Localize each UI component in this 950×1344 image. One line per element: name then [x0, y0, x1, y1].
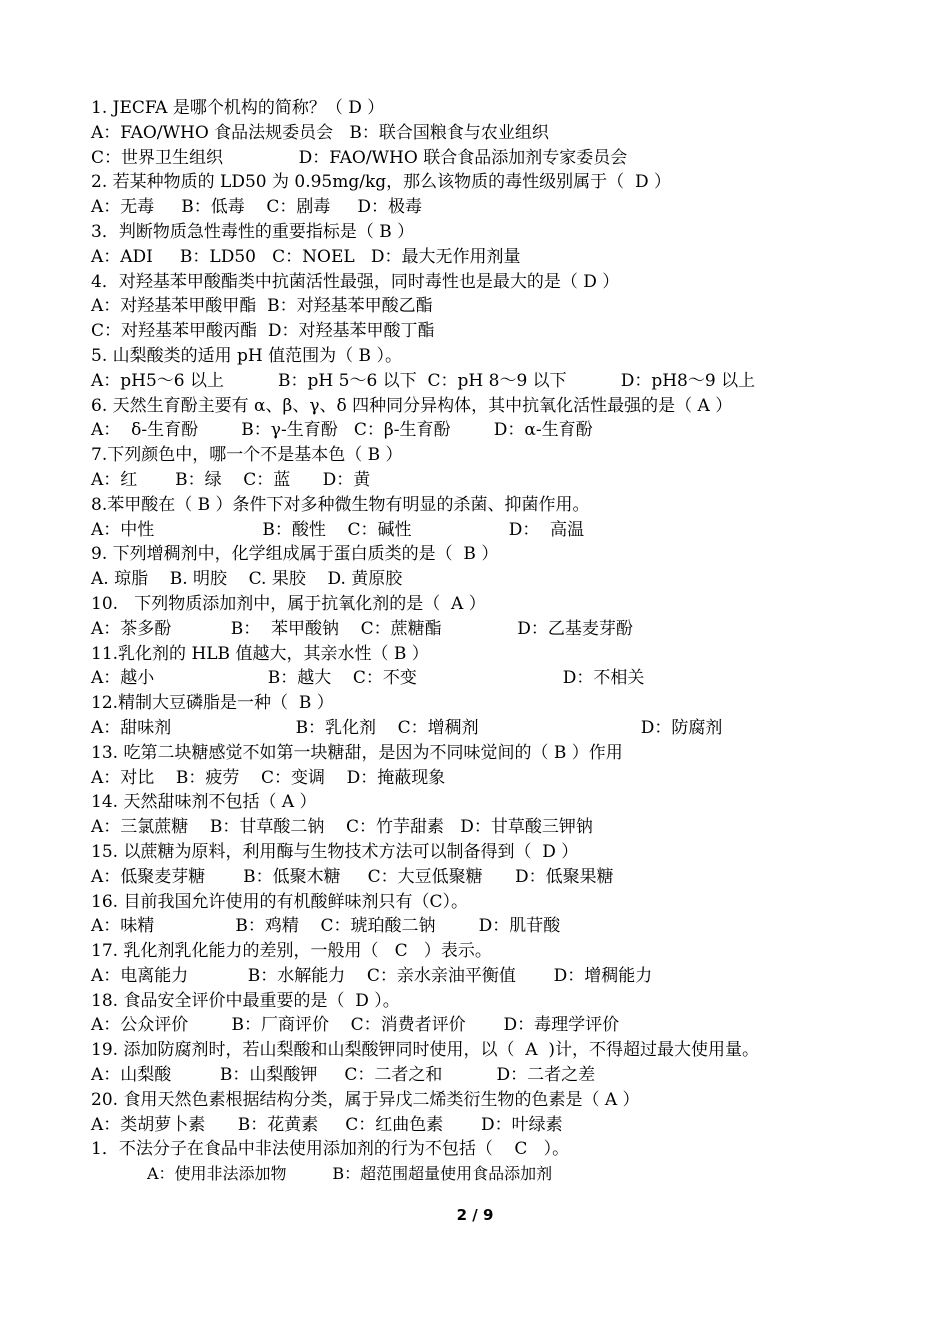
text-line: 2. 若某种物质的 LD50 为 0.95mg/kg，那么该物质的毒性级别属于（ D ）: [91, 172, 671, 193]
text-line: 16. 目前我国允许使用的有机酸鲜味剂只有（C）。: [91, 891, 468, 912]
text-line: 19. 添加防腐剂时，若山梨酸和山梨酸钾同时使用，以（ A )计，不得超过最大使用量。: [91, 1040, 759, 1061]
answer-options-line: A：使用非法添加物 B：超范围超量使用食品添加剂: [147, 1164, 553, 1183]
text-line: A：红 B：绿 C：蓝 D：黄: [91, 469, 371, 490]
text-line: 20. 食用天然色素根据结构分类，属于异戊二烯类衍生物的色素是（ A ）: [91, 1089, 640, 1110]
page-number: 2 / 9: [456, 1206, 494, 1224]
text-line: 14. 天然甜味剂不包括（ A ）: [91, 792, 317, 813]
text-line: 12.精制大豆磷脂是一种（ B ）: [91, 693, 334, 714]
text-line: 15. 以蔗糖为原料，利用酶与生物技术方法可以制备得到（ D ）: [91, 841, 579, 862]
text-line: A：ADI B：LD50 C：NOEL D：最大无作用剂量: [91, 246, 521, 267]
text-line: A：中性 B：酸性 C：碱性 D： 高温: [91, 519, 585, 540]
text-line: A：类胡萝卜素 B：花黄素 C：红曲色素 D：叶绿素: [91, 1114, 563, 1135]
text-line: A：越小 B：越大 C：不变 D：不相关: [91, 668, 645, 689]
text-line: A：低聚麦芽糖 B：低聚木糖 C：大豆低聚糖 D：低聚果糖: [91, 866, 614, 887]
text-line: A：FAO/WHO 食品法规委员会 B：联合国粮食与农业组织: [91, 122, 549, 143]
text-line: A：茶多酚 B： 苯甲酸钠 C：蔗糖酯 D：乙基麦芽酚: [91, 618, 633, 639]
text-line: A： δ-生育酚 B：γ-生育酚 C：β-生育酚 D：α-生育酚: [91, 420, 593, 441]
text-line: 3．判断物质急性毒性的重要指标是（ B ）: [91, 221, 415, 242]
text-line: A：无毒 B：低毒 C：剧毒 D：极毒: [91, 197, 423, 218]
text-line: 13. 吃第二块糖感觉不如第一块糖甜，是因为不同味觉间的（ B ）作用: [91, 742, 623, 763]
text-line: A. 琼脂 B. 明胶 C. 果胶 D. 黄原胶: [91, 569, 403, 590]
text-line: 11.乳化剂的 HLB 值越大，其亲水性（ B ）: [91, 643, 429, 664]
text-line: A：公众评价 B：厂商评价 C：消费者评价 D：毒理学评价: [91, 1015, 620, 1036]
text-line: 1．不法分子在食品中非法使用添加剂的行为不包括（ C ）。: [91, 1139, 570, 1160]
text-line: A：山梨酸 B：山梨酸钾 C：二者之和 D：二者之差: [91, 1065, 596, 1086]
text-line: 9. 下列增稠剂中，化学组成属于蛋白质类的是（ B ）: [91, 544, 499, 565]
text-line: A：对比 B：疲劳 C：变调 D：掩蔽现象: [91, 767, 446, 788]
text-line: 6. 天然生育酚主要有 α、β、γ、δ 四种同分异构体，其中抗氧化活性最强的是（ A ）: [91, 395, 733, 416]
text-line: 18. 食品安全评价中最重要的是（ D ）。: [91, 990, 400, 1011]
text-line: A：对羟基苯甲酸甲酯 B：对羟基苯甲酸乙酯: [91, 296, 433, 317]
text-line: 7.下列颜色中，哪一个不是基本色（ B ）: [91, 445, 403, 466]
text-line: 10. 下列物质添加剂中，属于抗氧化剂的是（ A ）: [91, 593, 486, 614]
text-line: 4．对羟基苯甲酸酯类中抗菌活性最强，同时毒性也是最大的是（ D ）: [91, 271, 620, 292]
text-line: C：世界卫生组织 D：FAO/WHO 联合食品添加剂专家委员会: [91, 147, 628, 168]
text-line: C：对羟基苯甲酸丙酯 D：对羟基苯甲酸丁酯: [91, 321, 435, 342]
question-list: [91, 96, 911, 1162]
text-line: 1. JECFA 是哪个机构的简称？（ D ）: [91, 98, 385, 118]
text-line: 5. 山梨酸类的适用 pH 值范围为（ B ）。: [91, 345, 402, 366]
text-line: A：味精 B：鸡精 C：琥珀酸二钠 D：肌苷酸: [91, 916, 561, 937]
text-line: A：甜味剂 B：乳化剂 C：增稠剂 D：防腐剂: [91, 717, 723, 738]
text-line: A：pH5～6 以上 B：pH 5～6 以下 C：pH 8～9 以下 D：pH8～9 以上: [91, 370, 756, 391]
text-line: 8.苯甲酸在（ B ）条件下对多种微生物有明显的杀菌、抑菌作用。: [91, 494, 590, 515]
text-line: A：三氯蔗糖 B：甘草酸二钠 C：竹芋甜素 D：甘草酸三钾钠: [91, 817, 593, 838]
text-line: 17. 乳化剂乳化能力的差别，一般用（ C ）表示。: [91, 941, 492, 962]
text-line: A：电离能力 B：水解能力 C：亲水亲油平衡值 D：增稠能力: [91, 965, 653, 986]
